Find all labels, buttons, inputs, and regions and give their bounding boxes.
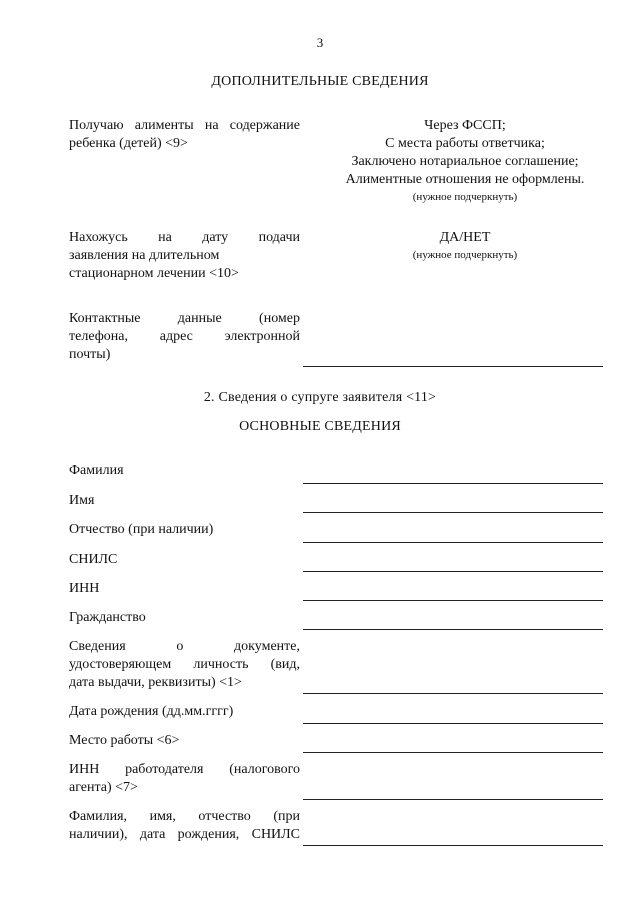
birth-date-label: Дата рождения (дд.мм.гггг) [69, 704, 234, 719]
inn-label: ИНН [69, 581, 100, 596]
section-subtitle-main: ОСНОВНЫЕ СВЕДЕНИЯ [239, 419, 401, 434]
alimony-option-notarial[interactable]: Заключено нотариальное соглашение; [351, 154, 579, 169]
hospital-label-line1: Нахожусь на дату подачи [69, 230, 300, 245]
contacts-label-line2: телефона, адрес электронной [69, 329, 300, 344]
id-document-input-line[interactable] [303, 693, 603, 694]
alimony-option-not-formalized[interactable]: Алиментные отношения не оформлены. [345, 172, 585, 187]
patronymic-label: Отчество (при наличии) [69, 522, 214, 537]
alimony-label [69, 117, 300, 153]
workplace-label: Место работы <6> [69, 733, 180, 748]
workplace-input-line[interactable] [303, 752, 603, 753]
employer-inn-label-line1: ИНН работодателя (налогового [69, 762, 300, 777]
child-info-label-line2: наличии), дата рождения, СНИЛС [69, 827, 300, 842]
id-document-label-line3: дата выдачи, реквизиты) <1> [69, 675, 242, 690]
contacts-label-line1: Контактные данные (номер [69, 311, 300, 326]
contacts-input-line[interactable] [303, 366, 603, 367]
id-document-label-line1: Сведения о документе, [69, 639, 300, 654]
alimony-option-workplace[interactable]: С места работы ответчика; [385, 136, 545, 151]
child-info-label [69, 808, 300, 844]
section-title-spouse: 2. Сведения о супруге заявителя <11> [203, 390, 437, 405]
hospital-answer-block [310, 229, 620, 263]
id-document-label-line2: удостоверяющем личность (вид, [69, 657, 300, 672]
surname-label: Фамилия [69, 463, 124, 478]
snils-input-line[interactable] [303, 571, 603, 572]
hospital-note: (нужное подчеркнуть) [412, 249, 518, 261]
alimony-label-line1: Получаю алименты на содержание [69, 118, 300, 133]
hospital-label-line3: стационарном лечении <10> [69, 266, 239, 281]
citizenship-input-line[interactable] [303, 629, 603, 630]
child-info-label-line1: Фамилия, имя, отчество (при [69, 809, 300, 824]
inn-input-line[interactable] [303, 600, 603, 601]
employer-inn-input-line[interactable] [303, 799, 603, 800]
contacts-label-line3: почты) [69, 347, 111, 362]
birth-date-input-line[interactable] [303, 723, 603, 724]
alimony-option-fssp[interactable]: Через ФССП; [424, 118, 506, 133]
employer-inn-label-line2: агента) <7> [69, 780, 138, 795]
alimony-label-line2: ребенка (детей) <9> [69, 136, 188, 151]
snils-label: СНИЛС [69, 552, 118, 567]
child-info-input-line[interactable] [303, 845, 603, 846]
hospital-label-line2: заявления на длительном [69, 248, 220, 263]
page-number: 3 [316, 35, 324, 50]
contacts-label [69, 310, 300, 364]
employer-inn-label [69, 761, 300, 797]
hospital-answer[interactable]: ДА/НЕТ [439, 230, 491, 245]
surname-input-line[interactable] [303, 483, 603, 484]
hospital-label [69, 229, 300, 283]
alimony-note: (нужное подчеркнуть) [412, 191, 518, 203]
name-label: Имя [69, 493, 95, 508]
patronymic-input-line[interactable] [303, 542, 603, 543]
section-title-additional: ДОПОЛНИТЕЛЬНЫЕ СВЕДЕНИЯ [211, 74, 429, 89]
id-document-label [69, 638, 300, 692]
citizenship-label: Гражданство [69, 610, 146, 625]
name-input-line[interactable] [303, 512, 603, 513]
alimony-options [310, 117, 620, 205]
